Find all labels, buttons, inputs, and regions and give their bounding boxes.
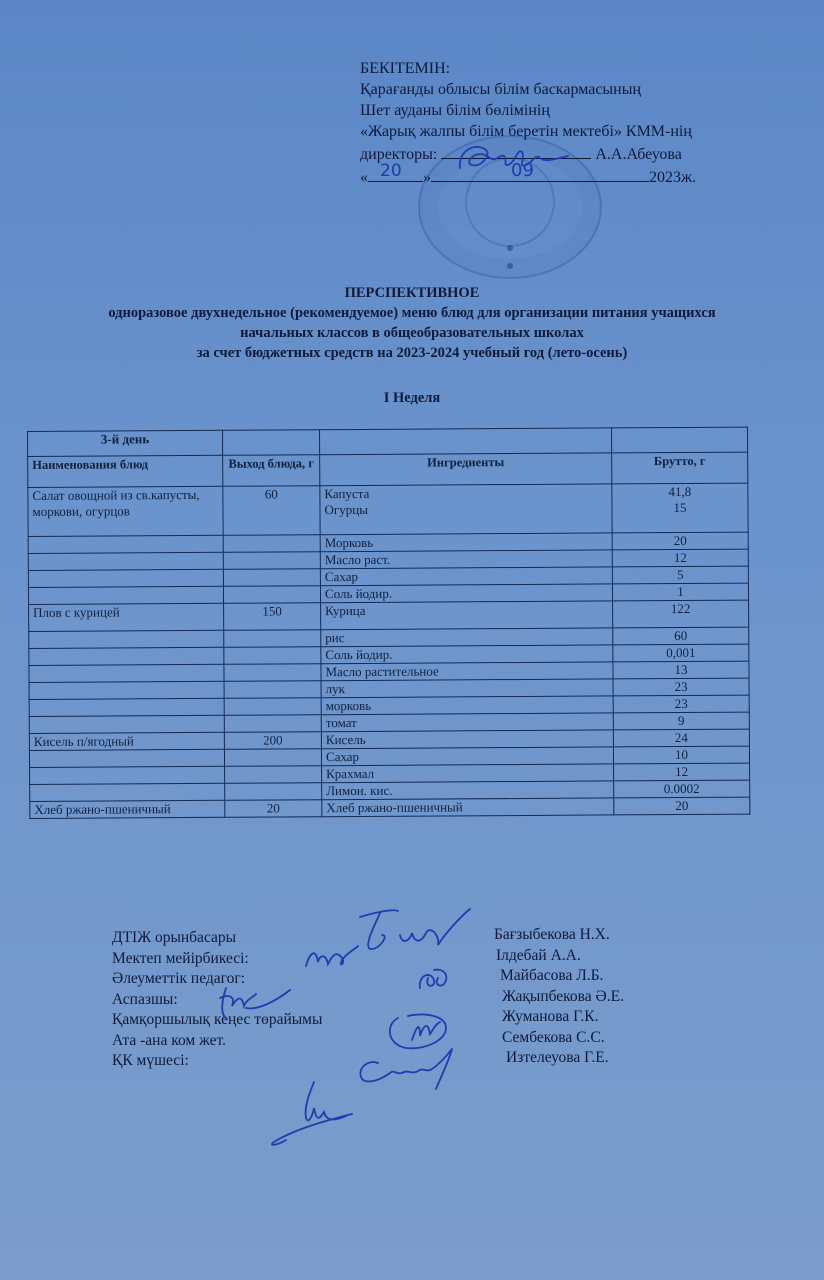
yield-cell [223, 552, 320, 570]
ingredient-cell: лук [321, 679, 613, 698]
ingredient-cell: Капуста Огурцы [320, 484, 612, 535]
signature-social-teacher [414, 966, 454, 992]
ingredient-cell: Масло растительное [321, 662, 613, 681]
gross-cell: 23 [613, 678, 749, 696]
signatory-role: ҚК мүшесі: [112, 1052, 189, 1069]
yield-cell [223, 535, 320, 553]
dish-cell [30, 766, 225, 784]
dish-cell: Плов с курицей [29, 603, 224, 631]
ingredient-cell: Лимон. кис. [322, 781, 614, 800]
director-label: директоры: [360, 146, 438, 163]
title-line-3: за счет бюджетных средств на 2023-2024 учебный год (лето-осень) [196, 345, 628, 361]
week-label: I Неделя [383, 390, 441, 406]
dish-cell [30, 783, 225, 801]
ingredient-cell: томат [321, 713, 613, 732]
dish-cell: Хлеб ржано-пшеничный [30, 800, 225, 818]
yield-cell [224, 664, 321, 682]
yield-cell [224, 698, 321, 716]
date-open-quote: « [360, 169, 368, 186]
date-month: 09 [511, 160, 534, 181]
ingredient-cell: Соль йодир. [321, 645, 613, 664]
header-dish: Наименования блюд [28, 455, 223, 487]
title-line-1: одноразовое двухнедельное (рекомендуемое) меню блюд для организации питания учащихся [108, 305, 716, 321]
ingredient-cell: Сахар [320, 567, 612, 586]
signatory-role: Қамқоршылық кеңес төрайымы [112, 1011, 323, 1028]
yield-cell [223, 569, 320, 587]
dish-cell [29, 664, 224, 682]
date-close-quote: » [423, 169, 431, 186]
approval-line-1: Қарағанды облысы білім баскармасының [360, 81, 642, 98]
signature-deputy [350, 905, 480, 965]
dish-cell [29, 681, 224, 699]
gross-cell: 5 [612, 566, 748, 584]
signatory-name: Жуманова Г.К. [502, 1008, 599, 1025]
signatory-name: Жақыпбекова Ә.Е. [502, 987, 624, 1005]
signature-parent-committee [352, 1045, 462, 1095]
dish-cell [28, 535, 223, 553]
ingredient-cell: Хлеб ржано-пшеничный [322, 798, 614, 817]
gross-cell: 24 [613, 729, 749, 747]
ingredient-cell: Масло раст. [320, 550, 612, 569]
signatory-role: Ата -ана ком жет. [112, 1031, 226, 1049]
title-main: ПЕРСПЕКТИВНОЕ [344, 285, 480, 301]
approval-line-2: Шет ауданы білім бөлімінің [360, 102, 550, 119]
dish-cell: Салат овощной из св.капусты, моркови, огурцов [28, 486, 223, 536]
dish-cell: Кисель п/ягодный [29, 732, 224, 750]
day-label: 3-й день [28, 430, 223, 456]
approval-line-3: «Жарық жалпы білім беретін мектебі» КММ-нің [360, 123, 692, 140]
gross-cell: 23 [613, 695, 749, 713]
director-signature [456, 140, 576, 180]
approval-heading: БЕКІТЕМІН: [360, 60, 451, 77]
header-ingredients: Ингредиенты [320, 453, 612, 486]
ingredient-cell: рис [321, 628, 613, 647]
dish-cell [29, 698, 224, 716]
yield-cell [224, 749, 321, 767]
yield-cell: 20 [225, 800, 322, 818]
yield-cell: 60 [223, 486, 320, 536]
signatory-name: Майбасова Л.Б. [500, 967, 604, 984]
gross-cell: 41,8 15 [612, 483, 748, 533]
yield-cell: 200 [224, 732, 321, 750]
gross-cell: 12 [612, 549, 748, 567]
yield-cell [224, 647, 321, 665]
dish-cell [28, 552, 223, 570]
date-day-field [368, 161, 423, 182]
gross-cell: 0.0002 [614, 780, 750, 798]
signatory-role: ДТІЖ орынбасары [112, 929, 237, 946]
signatory-name: Ілдебай А.А. [496, 946, 581, 964]
gross-cell: 122 [613, 600, 749, 628]
yield-cell [224, 715, 321, 733]
ingredient-cell: Крахмал [322, 764, 614, 783]
signature-council-chair [386, 1010, 456, 1050]
date-day: 20 [380, 161, 402, 181]
dish-cell [29, 647, 224, 665]
table-row [28, 483, 748, 536]
header-gross: Брутто, г [612, 452, 748, 484]
dish-cell [29, 630, 224, 648]
signatory-name: Бағзыбекова Н.Х. [494, 926, 610, 943]
gross-cell: 10 [613, 746, 749, 764]
gross-cell: 20 [612, 532, 748, 550]
signatory-name: Сембекова С.С. [502, 1028, 605, 1046]
yield-cell [223, 586, 320, 604]
signature-cook [216, 984, 296, 1024]
gross-cell: 60 [613, 627, 749, 645]
ingredient-cell: морковь [321, 696, 613, 715]
ingredient-cell: Кисель [321, 730, 613, 749]
ingredient-cell: Морковь [320, 533, 612, 552]
table-row [30, 797, 750, 818]
signatory-role: Әлеуметтік педагог: [112, 970, 246, 987]
header-yield: Выход блюда, г [223, 455, 320, 487]
gross-cell: 9 [613, 712, 749, 730]
dish-cell [28, 569, 223, 587]
signature-commission-member [266, 1078, 366, 1150]
gross-cell: 0,001 [613, 644, 749, 662]
director-name: А.А.Абеуова [595, 146, 682, 163]
yield-cell [225, 783, 322, 801]
signatory-names [494, 925, 624, 1069]
menu-table [27, 427, 750, 819]
signatory-name: Изтелеуова Г.Е. [506, 1049, 609, 1066]
signatory-role: Аспазшы: [112, 990, 178, 1008]
gross-cell: 20 [614, 797, 750, 815]
title-line-2: начальных классов в общеобразовательных школах [240, 325, 584, 341]
gross-cell: 1 [612, 583, 748, 601]
yield-cell [224, 630, 321, 648]
ingredient-cell: Сахар [321, 747, 613, 766]
yield-cell [225, 766, 322, 784]
ingredient-cell: Соль йодир. [320, 584, 612, 603]
date-year: 2023ж. [649, 169, 697, 186]
stamp-dot [507, 245, 513, 251]
dish-cell [28, 586, 223, 604]
gross-cell: 12 [614, 763, 750, 781]
yield-cell [224, 681, 321, 699]
gross-cell: 13 [613, 661, 749, 679]
signature-nurse [302, 942, 362, 972]
dish-cell [29, 749, 224, 767]
stamp-dot [507, 263, 513, 269]
signatory-role: Мектеп мейірбикесі: [112, 949, 249, 967]
dish-cell [29, 715, 224, 733]
document-title [0, 283, 824, 363]
yield-cell: 150 [224, 603, 321, 631]
ingredient-cell: Курица [321, 601, 613, 630]
table-header-row [28, 452, 748, 487]
